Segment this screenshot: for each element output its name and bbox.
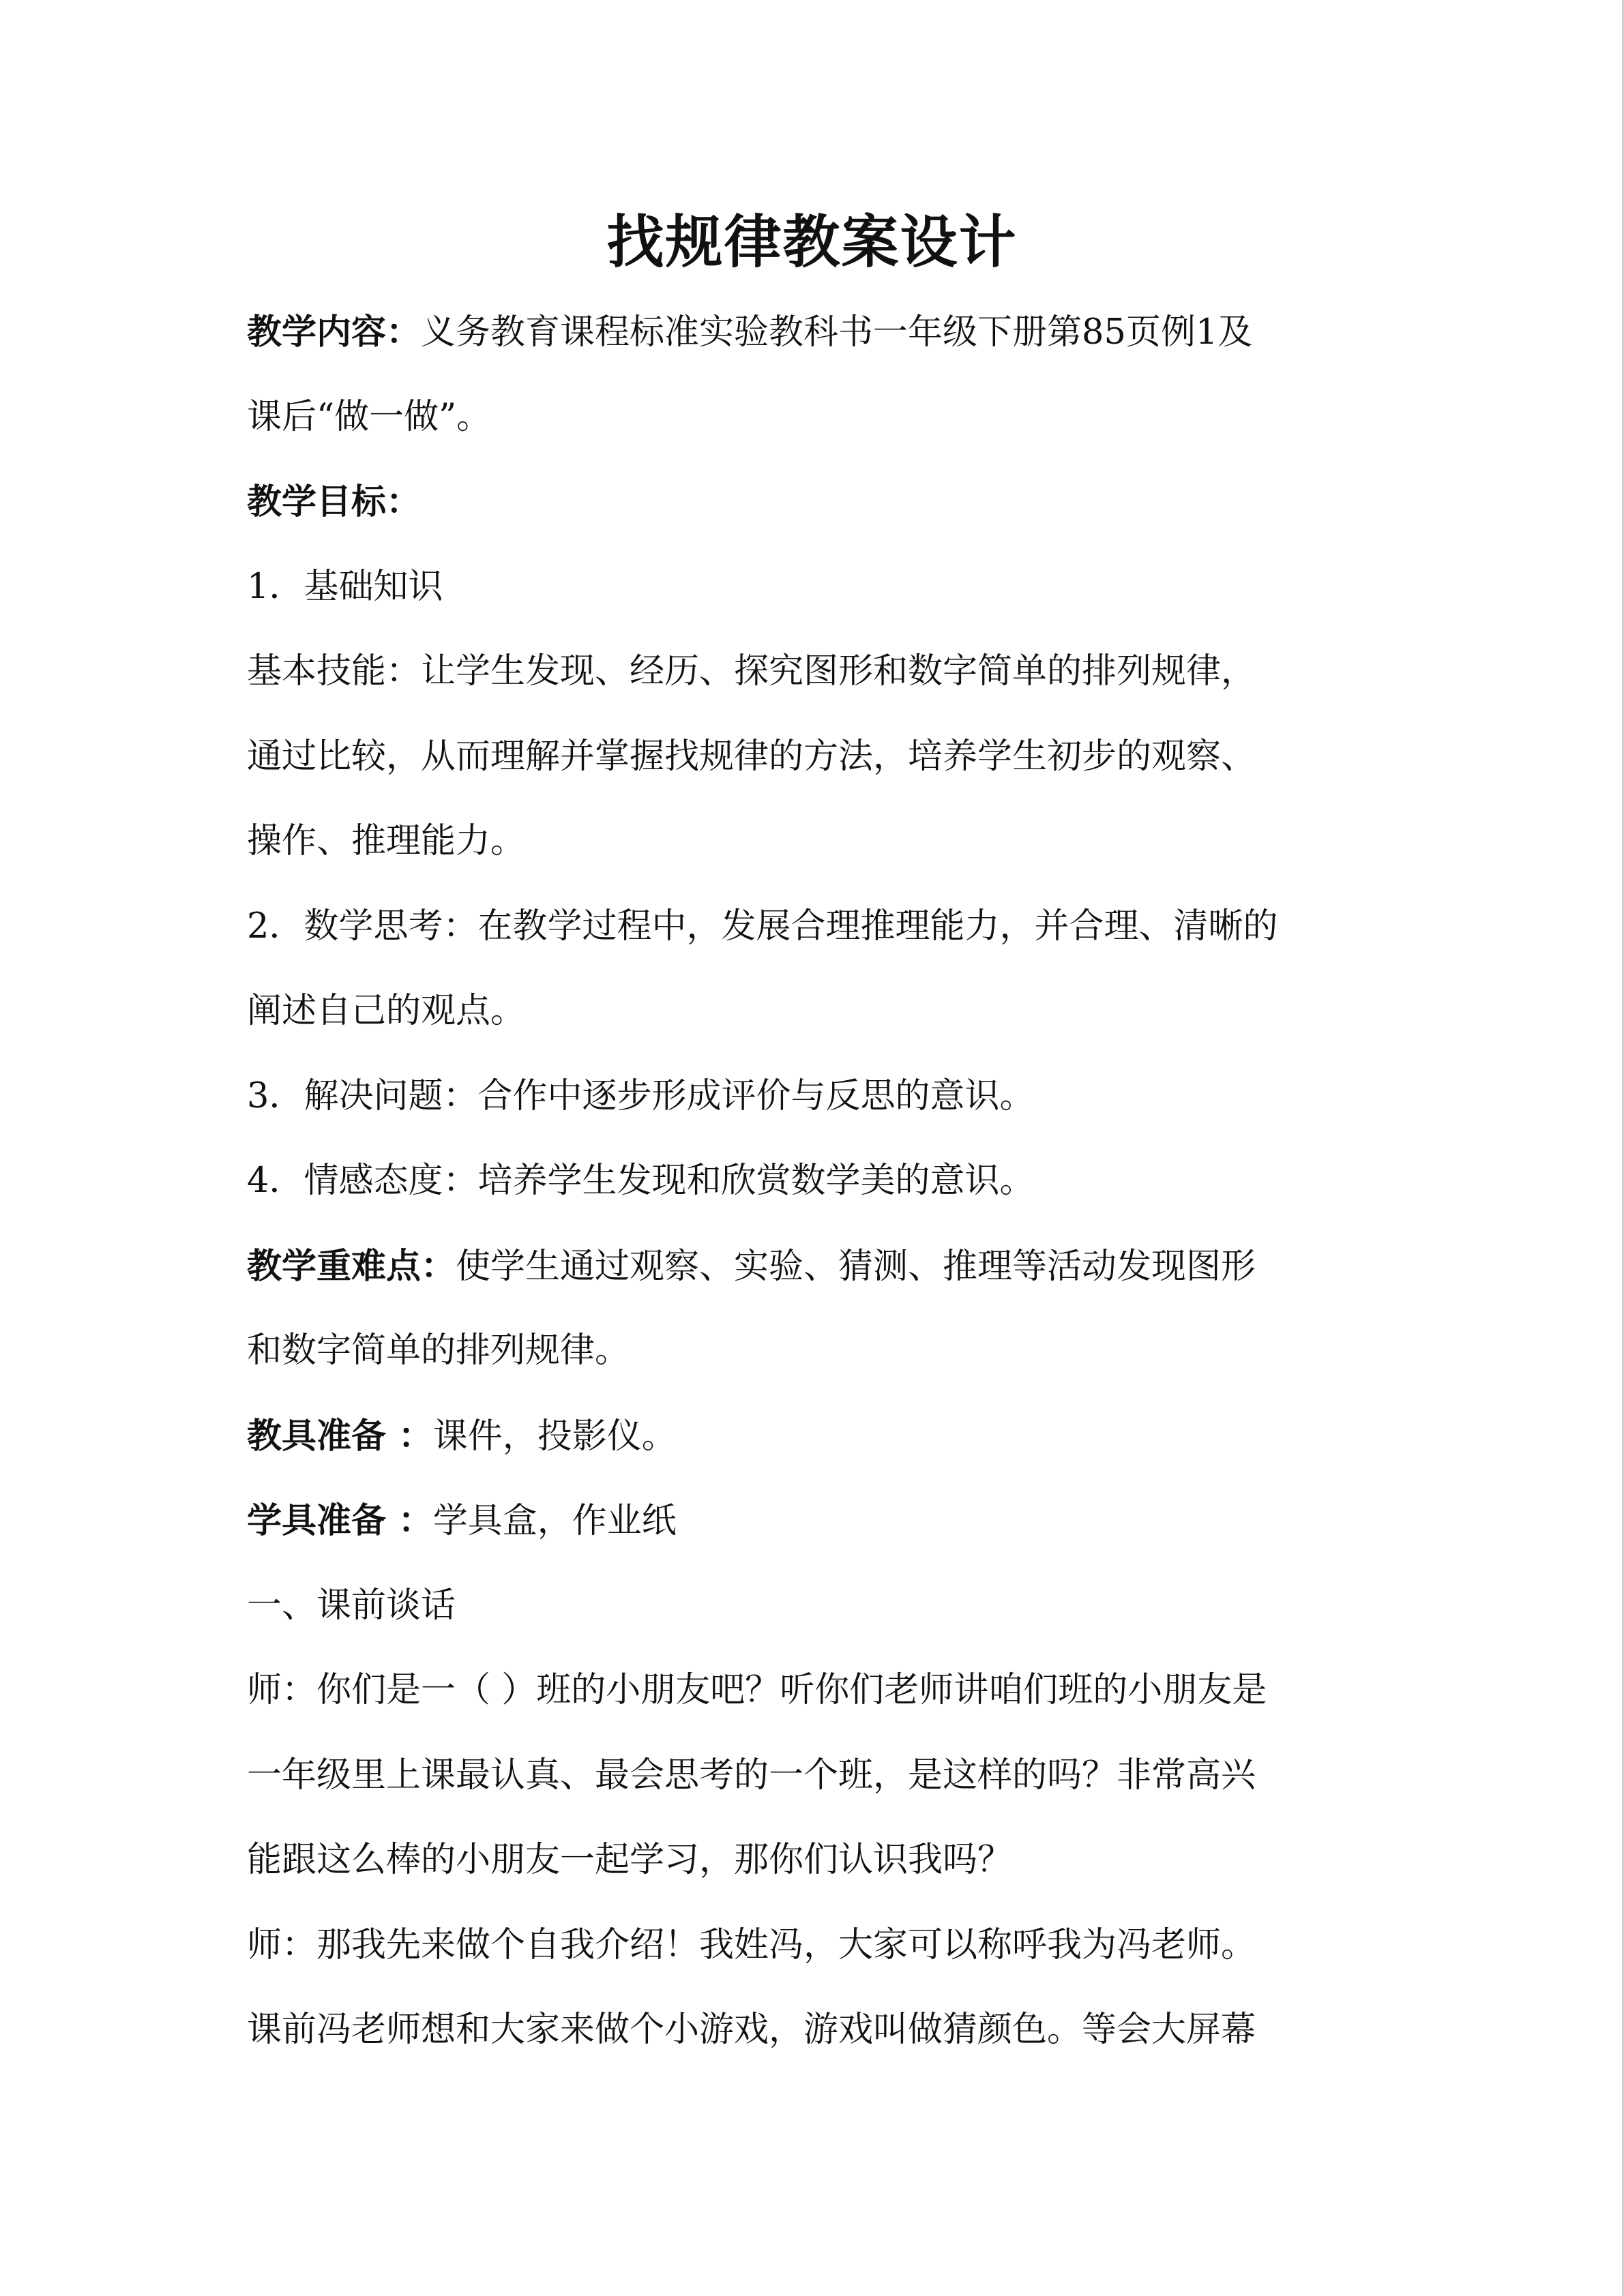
text: 通过比较，从而理解并掌握找规律的方法，培养学生初步的观察、 [247,736,1256,777]
text: 和数字简单的排列规律。 [247,1330,630,1371]
text: 义务教育课程标准实验教科书一年级下册第85页例1及 [421,312,1253,353]
line [247,1988,1393,2073]
text: 操作、推理能力。 [247,821,526,861]
text: 一年级里上课最认真、最会思考的一个班，是这样的吗？非常高兴 [247,1755,1256,1795]
text: 师：你们是一（ ）班的小朋友吧？听你们老师讲咱们班的小朋友是 [247,1670,1267,1710]
text: 1．基础知识 [247,566,443,607]
document-body [247,290,1393,2073]
line [247,375,1393,460]
line [247,1903,1393,1988]
line-teaching-aids [247,1394,1393,1479]
text: 基本技能：让学生发现、经历、探究图形和数字简单的排列规律， [247,651,1256,691]
line-teaching-goals [247,460,1393,545]
text: 课前冯老师想和大家来做个小游戏，游戏叫做猜颜色。等会大屏幕 [247,2010,1256,2050]
text: 4．情感态度：培养学生发现和欣赏数学美的意识。 [247,1161,1035,1201]
label: 教学内容： [247,312,422,353]
line-section-heading [247,1564,1393,1649]
text: 使学生通过观察、实验、猜测、推理等活动发现图形 [456,1246,1256,1287]
line [247,545,1393,630]
text: 课后“做一做”。 [247,396,492,437]
text: 阐述自己的观点。 [247,991,526,1031]
text: 一、课前谈话 [247,1585,456,1626]
label: 教学目标： [247,481,422,522]
line [247,799,1393,884]
label: 学具准备 ： [247,1500,433,1541]
line [247,629,1393,715]
line [247,1648,1393,1733]
line [247,1054,1393,1139]
text: 3．解决问题：合作中逐步形成评价与反思的意识。 [247,1075,1035,1116]
line [247,969,1393,1054]
text: 学具盒，作业纸 [432,1501,677,1541]
line [247,715,1393,800]
line-key-points [247,1224,1393,1309]
line [247,1818,1393,1903]
text: 师：那我先来做个自我介绍！我姓冯，大家可以称呼我为冯老师。 [247,1924,1256,1965]
line [247,1139,1393,1224]
line [247,884,1393,970]
line-teaching-content [247,290,1393,375]
label: 教具准备 ： [247,1415,433,1457]
text: 2．数学思考：在教学过程中，发展合理推理能力，并合理、清晰的 [247,906,1278,946]
line [247,1309,1393,1394]
line [247,1733,1393,1819]
document-title: 找规律教案设计 [606,208,1018,275]
text: 课件，投影仪。 [432,1416,677,1457]
line-learning-aids [247,1478,1393,1564]
text: 能跟这么棒的小朋友一起学习，那你们认识我吗？ [247,1840,1013,1880]
label: 教学重难点： [247,1245,456,1287]
